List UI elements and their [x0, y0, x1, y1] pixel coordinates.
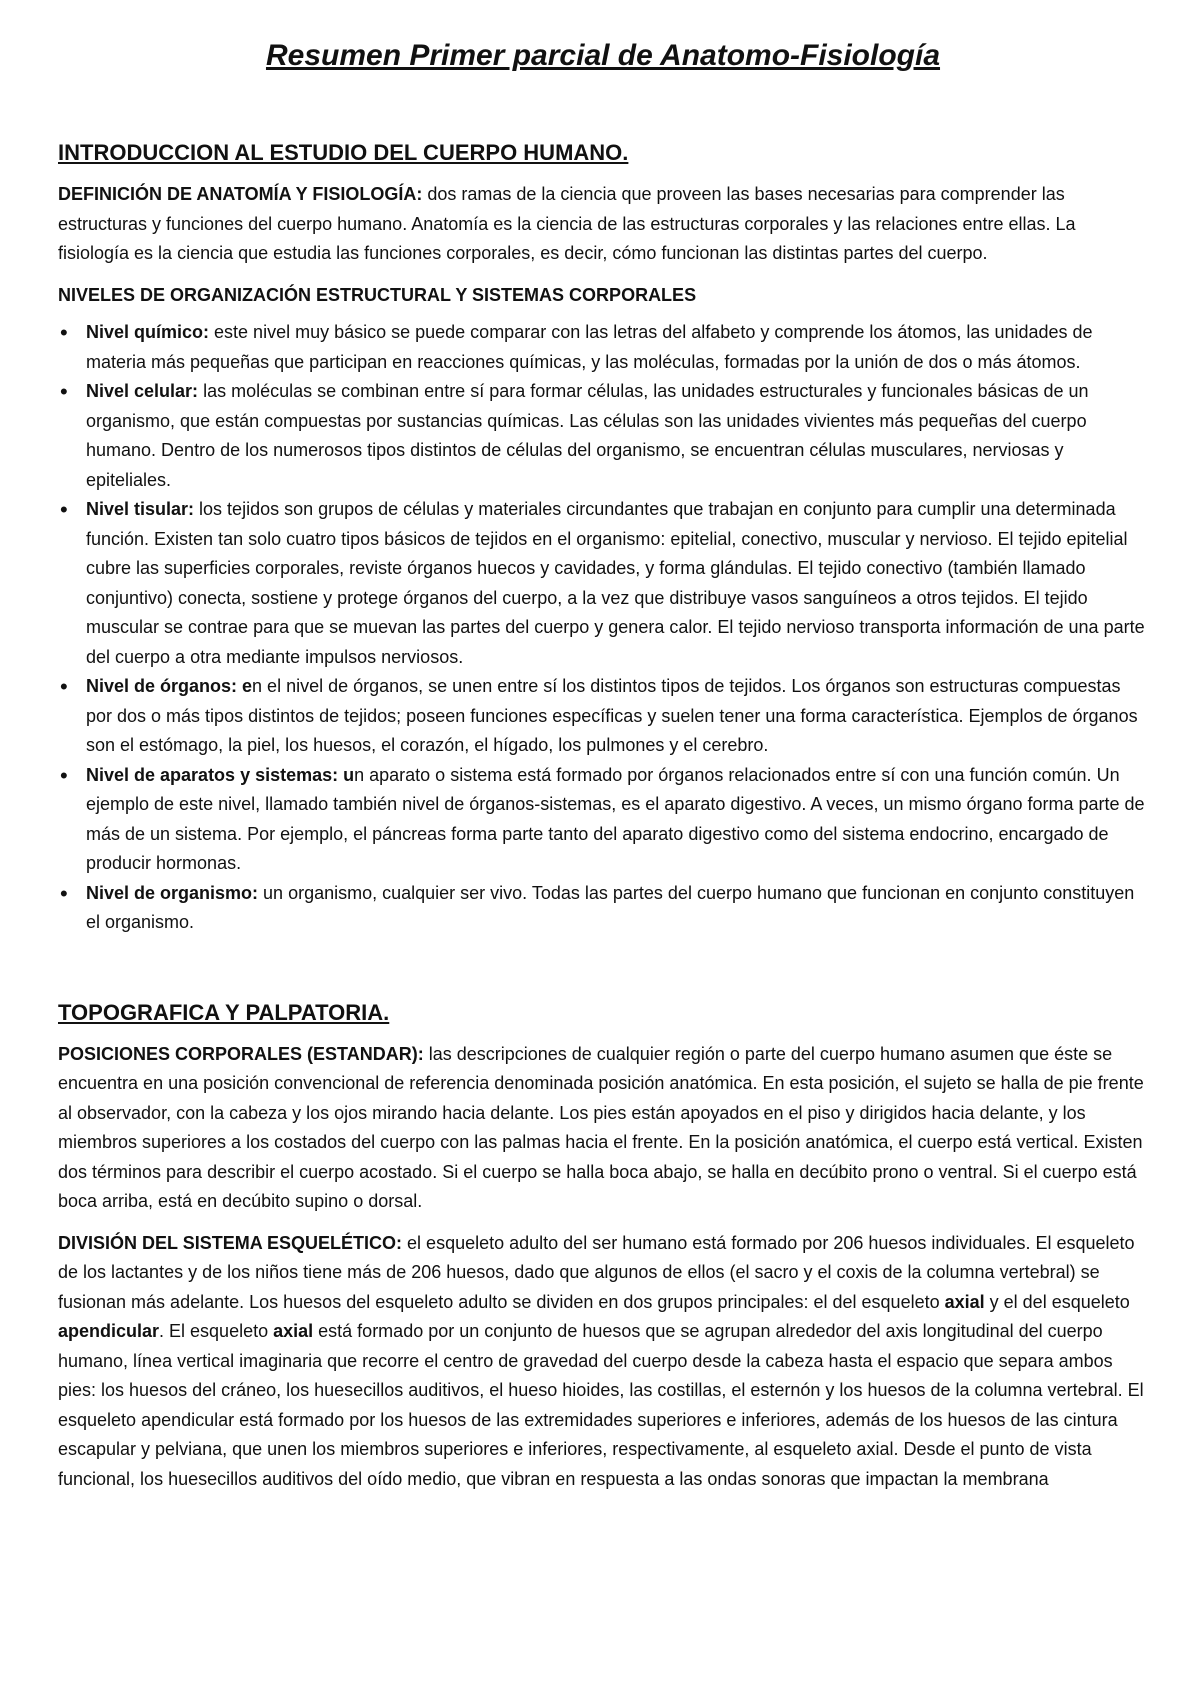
level-term: Nivel de organismo: [86, 882, 259, 903]
level-term: Nivel de aparatos y sistemas: u [86, 764, 355, 785]
axial-term: axial [944, 1291, 985, 1312]
list-item-organism-level [58, 879, 1148, 938]
list-item-chemical-level [58, 318, 1148, 377]
level-text: n el nivel de órganos, se unen entre sí los distintos tipos de tejidos. Los órganos son estructuras compuestas por dos o más tipos distintos de tejidos; poseen funciones específicas y suelen tener una forma característica. Ejemplos de órganos son el estómago, la piel, los huesos, el corazón, el hígado, los pulmones y el cerebro. [86, 676, 1138, 755]
section-heading-topography: TOPOGRAFICA Y PALPATORIA. [58, 999, 390, 1025]
skeleton-term: DIVISIÓN DEL SISTEMA ESQUELÉTICO: [58, 1232, 403, 1253]
skeleton-text: y el del esqueleto [984, 1291, 1130, 1312]
level-term: Nivel químico: [86, 322, 210, 342]
skeleton-paragraph [58, 1229, 1148, 1495]
positions-term: POSICIONES CORPORALES (ESTANDAR): [58, 1043, 424, 1064]
levels-list [58, 318, 1148, 938]
document-page [58, 30, 1148, 1494]
level-text: este nivel muy básico se puede comparar con las letras del alfabeto y comprende los átomos, las unidades de materia más pequeñas que participan en reacciones químicas, y las moléculas, formadas por la unión de dos o más átomos. [86, 322, 1093, 372]
list-item-cellular-level [58, 377, 1148, 495]
level-text: los tejidos son grupos de células y materiales circundantes que trabajan en conjunto para cumplir una determinada función. Existen tan solo cuatro tipos básicos de tejidos en el organismo: epitelial, conectivo, muscular y nervioso. El tejido epitelial cubre las superficies corporales, reviste órganos huecos y cavidades, y forma glándulas. El tejido conectivo (también llamado conjuntivo) conecta, sostiene y protege órganos del cuerpo, a la vez que distribuye vasos sanguíneos a otros tejidos. El tejido muscular se contrae para que se muevan las partes del cuerpo y genera calor. El tejido nervioso transporta información de una parte del cuerpo a otra mediante impulsos nerviosos. [86, 499, 1145, 667]
document-title: Resumen Primer parcial de Anatomo-Fisiología [265, 39, 941, 72]
list-item-tissue-level [58, 495, 1148, 672]
level-text: las moléculas se combinan entre sí para formar células, las unidades estructurales y funcionales básicas de un organismo, que están compuestas por sustancias químicas. Las células son las unidades vivientes más pequeñas del cuerpo humano. Dentro de los numerosos tipos distintos de células del organismo, se encuentran células musculares, nerviosas y epiteliales. [86, 381, 1089, 490]
skeleton-text: . El esqueleto [159, 1321, 274, 1341]
level-term: Nivel celular: [86, 381, 199, 401]
section-intro [58, 138, 1148, 938]
definition-term: DEFINICIÓN DE ANATOMÍA Y FISIOLOGÍA: [58, 184, 423, 204]
level-term: Nivel de órganos: e [86, 676, 253, 696]
definition-text: dos ramas de la ciencia que proveen las bases necesarias para comprender las estructuras y funciones del cuerpo humano. Anatomía es la ciencia de las estructuras corporales y las relaciones entre ellas. La fisiología es la ciencia que estudia las funciones corporales, es decir, cómo funcionan las distintas partes del cuerpo. [58, 184, 1076, 263]
section-topography [58, 998, 1148, 1495]
list-item-system-level [58, 761, 1148, 879]
list-item-organ-level [58, 672, 1148, 761]
definition-paragraph [58, 180, 1148, 269]
level-text: un organismo, cualquier ser vivo. Todas las partes del cuerpo humano que funcionan en conjunto constituyen el organismo. [86, 882, 1135, 932]
appendicular-term: apendicular [58, 1321, 160, 1341]
levels-heading: NIVELES DE ORGANIZACIÓN ESTRUCTURAL Y SISTEMAS CORPORALES [58, 284, 697, 305]
skeleton-text: está formado por un conjunto de huesos que se agrupan alrededor del axis longitudinal del cuerpo humano, línea vertical imaginaria que recorre el centro de gravedad del cuerpo desde la cabeza hasta el espacio que separa ambos pies: los huesos del cráneo, los huesecillos auditivos, el hueso hioides, las costillas, el esternón y los huesos de la columna vertebral. El esqueleto apendicular está formado por los huesos de las extremidades superiores e inferiores, además de los huesos de las cintura escapular y pelviana, que unen los miembros superiores e inferiores, respectivamente, al esqueleto axial. Desde el punto de vista funcional, los huesecillos auditivos del oído medio, que vibran en respuesta a las ondas sonoras que impactan la membrana [58, 1321, 1144, 1489]
skeleton-text: el esqueleto adulto del ser humano está formado por 206 huesos individuales. El esqueleto de los lactantes y de los niños tiene más de 206 huesos, dado que algunos de ellos (el sacro y el coxis de la columna vertebral) se fusionan más adelante. Los huesos del esqueleto adulto se dividen en dos grupos principales: el del esqueleto [58, 1232, 1135, 1312]
level-term: Nivel tisular: [86, 499, 195, 519]
positions-paragraph [58, 1040, 1148, 1217]
level-text: n aparato o sistema está formado por órganos relacionados entre sí con una función común. Un ejemplo de este nivel, llamado también nivel de órganos-sistemas, es el aparato digestivo. A veces, un mismo órgano forma parte de más de un sistema. Por ejemplo, el páncreas forma parte tanto del aparato digestivo como del sistema endocrino, encargado de producir hormonas. [86, 764, 1145, 873]
positions-text: las descripciones de cualquier región o parte del cuerpo humano asumen que éste se encuentra en una posición convencional de referencia denominada posición anatómica. En esta posición, el sujeto se halla de pie frente al observador, con la cabeza y los ojos mirando hacia delante. Los pies están apoyados en el piso y dirigidos hacia delante, y los miembros superiores a los costados del cuerpo con las palmas hacia el frente. En la posición anatómica, el cuerpo está vertical. Existen dos términos para describir el cuerpo acostado. Si el cuerpo se halla boca abajo, se halla en decúbito prono o ventral. Si el cuerpo está boca arriba, está en decúbito supino o dorsal. [58, 1043, 1144, 1211]
axial-term: axial [273, 1321, 314, 1341]
section-heading-intro: INTRODUCCION AL ESTUDIO DEL CUERPO HUMANO. [58, 140, 629, 165]
